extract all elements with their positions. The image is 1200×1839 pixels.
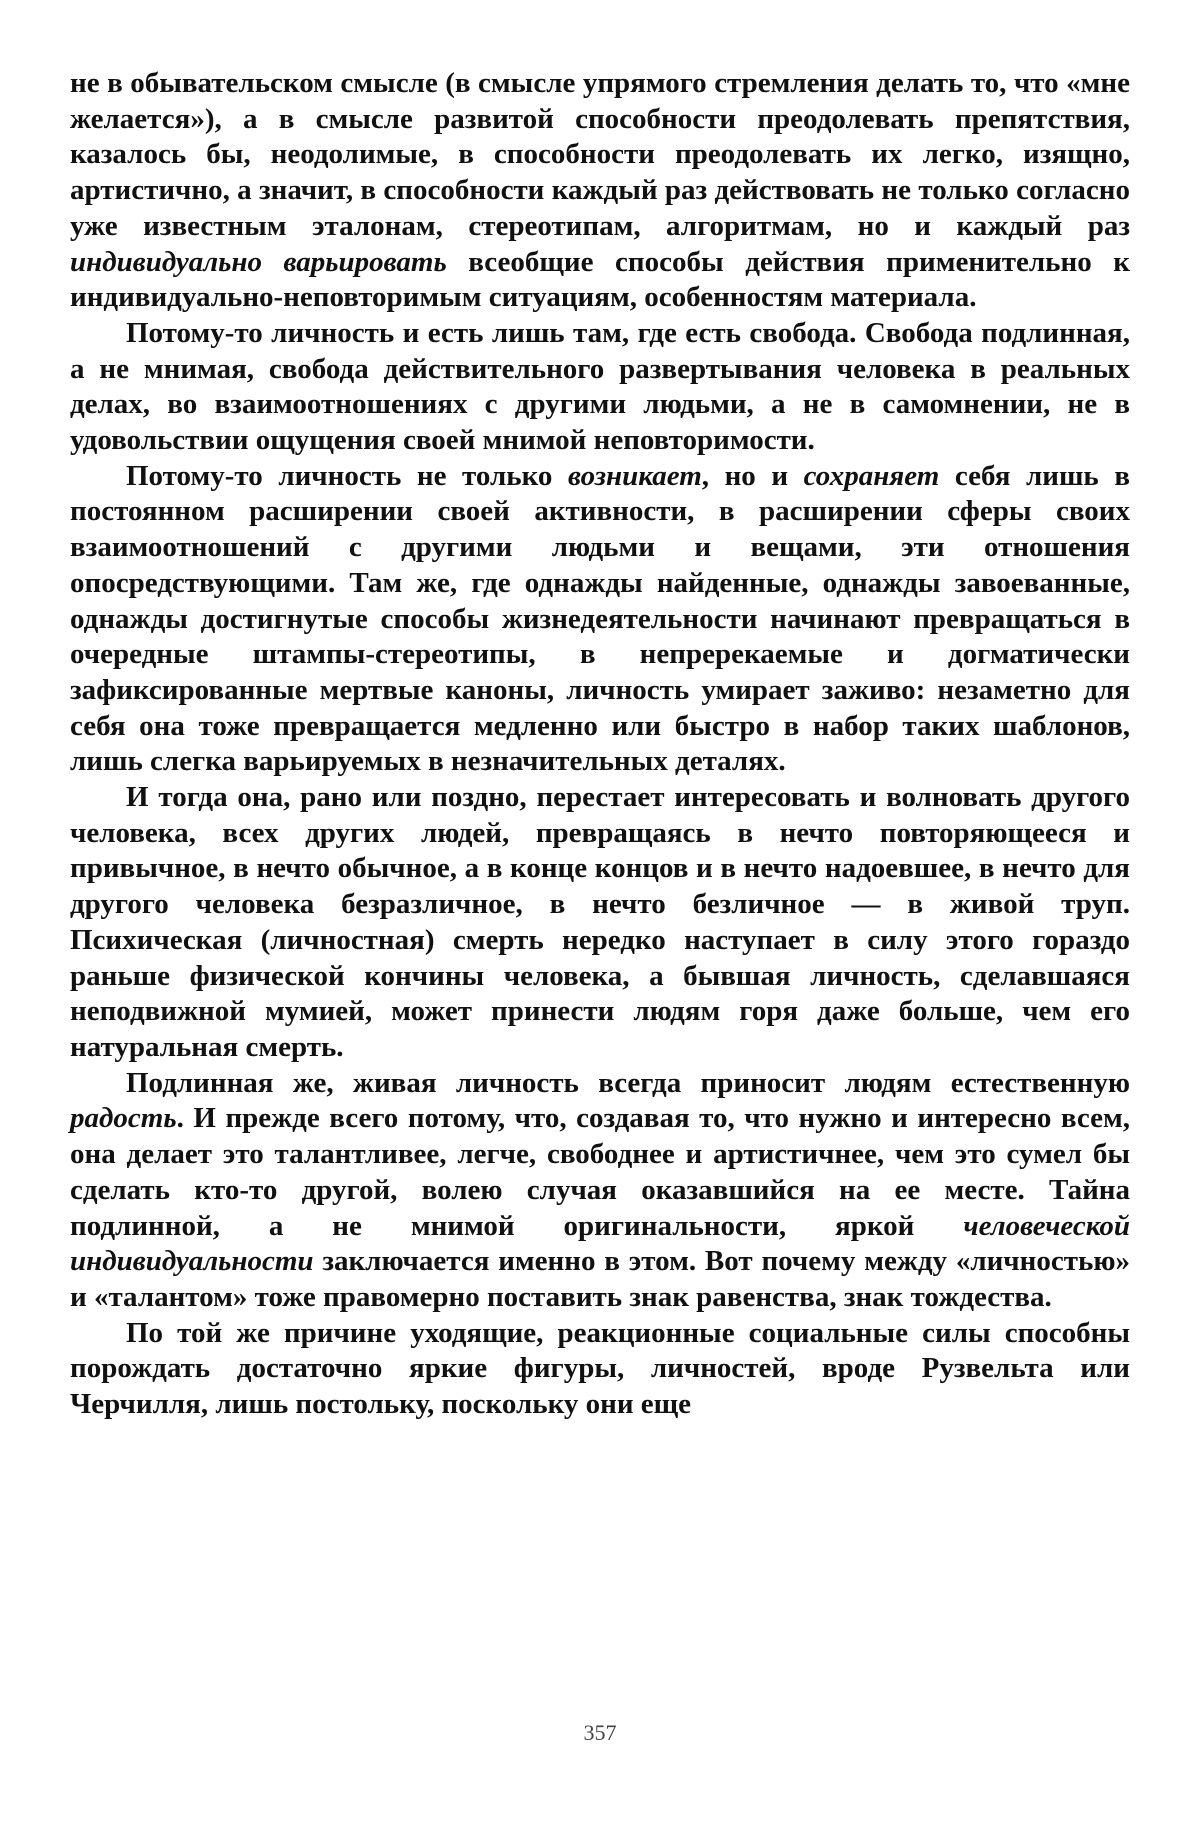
italic-phrase: сохраняет xyxy=(803,459,940,492)
text-run: И тогда она, рано или поздно, перестает интересовать и волновать другого человека, всех других людей, превращаясь в нечто повторяющееся и привычное, в нечто обычное, а в конце концов и в нечто надоевшее, в нечто для другого человека безразличное, в нечто безличное — в живой труп. Психическая (личностная) смерть нередко наступает в силу этого гораздо раньше физической кончины человека, а бывшая личность, сделавшаяся неподвижной мумией, может принести людям горя даже больше, чем его натуральная смерть. xyxy=(70,781,1130,1063)
text-run: не в обывательском смысле (в смысле упрямого стремления делать то, что «мне желается»), а в смысле развитой способности преодолевать препятствия, казалось бы, неодолимые, в способности преодолевать их легко, изящно, артистично, а значит, в способности каждый раз действовать не только согласно уже известным эталонам, стереотипам, алгоритмам, но и каждый раз xyxy=(70,67,1130,242)
paragraph xyxy=(70,316,1130,459)
italic-phrase: индивидуально варьировать xyxy=(70,245,447,278)
text-run: всеобщие способы действия применительно к индивидуально-неповторимым ситуациям, особенностям материала. xyxy=(70,245,1130,314)
text-run: . И прежде всего потому, что, создавая то, что нужно и интересно всем, она делает это талантливее, легче, свободнее и артистичнее, чем это сумел бы сделать кто-то другой, волею случая оказавшийся на ее месте. Тайна подлинной, а не мнимой оригинальности, яркой xyxy=(70,1102,1130,1242)
italic-phrase: радость xyxy=(70,1102,177,1135)
paragraph xyxy=(70,66,1130,316)
paragraph xyxy=(70,1316,1130,1423)
document-body xyxy=(70,66,1130,1423)
paragraph xyxy=(70,1066,1130,1316)
paragraph xyxy=(70,780,1130,1066)
text-run: Подлинная же, живая личность всегда приносит людям естественную xyxy=(126,1066,1130,1099)
text-run: По той же причине уходящие, реакционные социальные силы способны порождать достаточно яркие фигуры, личностей, вроде Рузвельта или Черчилля, лишь постольку, поскольку они еще xyxy=(70,1316,1130,1421)
text-run: Потому-то личность и есть лишь там, где есть свобода. Свобода подлинная, а не мнимая, свобода действительного развертывания человека в реальных делах, во взаимоотношениях с другими людьми, а не в самомнении, не в удовольствии ощущения своей мнимой неповторимости. xyxy=(70,316,1130,457)
text-run: , но и xyxy=(701,459,804,492)
page-number: 357 xyxy=(583,1720,617,1745)
italic-phrase: возникает xyxy=(568,459,702,492)
paragraph xyxy=(70,459,1130,780)
text-run: заключается именно в этом. Вот почему между «личностью» и «талантом» тоже правомерно поставить знак равенства, знак тождества. xyxy=(70,1245,1130,1313)
italic-phrase: человеческой индивидуальности xyxy=(70,1209,1130,1278)
text-run: Потому-то личность не только xyxy=(126,459,568,492)
text-run: себя лишь в постоянном расширении своей активности, в расширении сферы своих взаимоотношений с другими людьми и вещами, эти отношения опосредствующими. Там же, где однажды найденные, однажды завоеванные, однажды достигнутые способы жизнедеятельности начинают превращаться в очередные штампы-стереотипы, в непререкаемые и догматически зафиксированные мертвые каноны, личность умирает заживо: незаметно для себя она тоже превращается медленно или быстро в набор таких шаблонов, лишь слегка варьируемых в незначительных деталях. xyxy=(70,459,1130,778)
